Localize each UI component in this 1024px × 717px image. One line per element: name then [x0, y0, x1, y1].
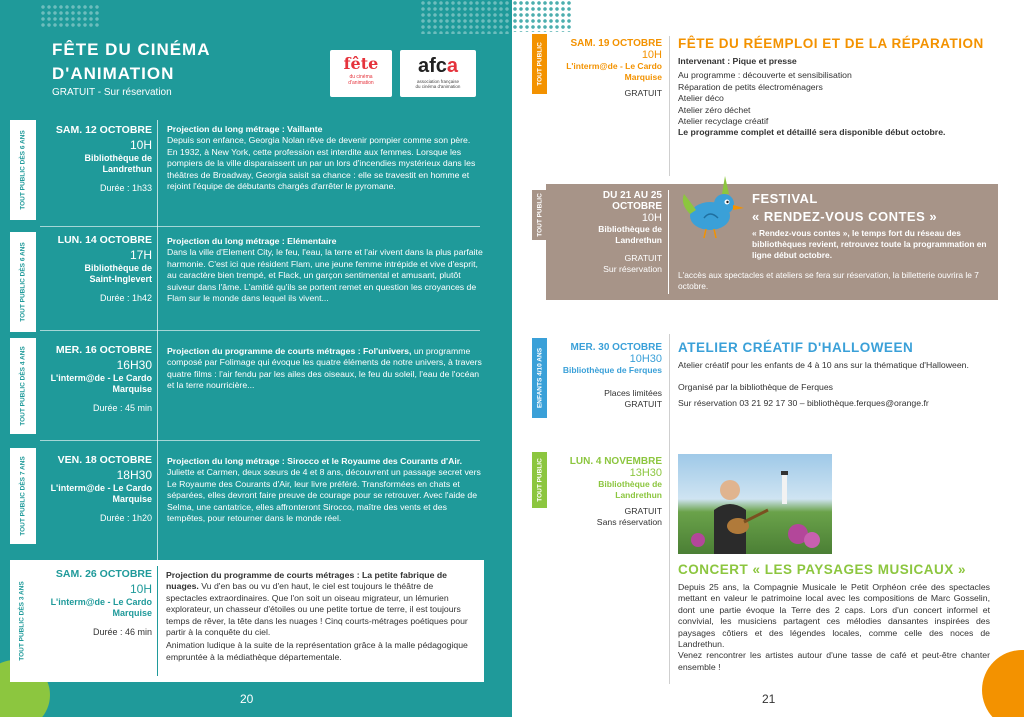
divider: [40, 226, 480, 227]
event-heading: Projection du programme de courts métrages : Fol'univers,: [167, 346, 412, 356]
event-description: « Rendez-vous contes », le temps fort du réseau des bibliothèques revient, retrouvez toute la programmation en ligne début octobre.: [752, 228, 987, 260]
column-divider: [669, 36, 670, 176]
event-text: Dans la ville d'Element City, le feu, l'eau, la terre et l'air vivent dans la plus parfaite harmonie. C'est ici que résident Flam, une jeune femme intrépide et vive d'esprit, au caractère bien trempé, et Flack, un garçon sentimental et amusant, plutôt suiveur dans l'âme. L'amitié qu'ils se portent remet en question les croyances de Flam sur le monde dans lequel ils vivent...: [167, 247, 483, 304]
audience-tag: TOUT PUBLIC DÈS 4 ANS: [10, 338, 36, 434]
festival-card: [546, 184, 998, 300]
event-time: 10H: [129, 138, 152, 152]
event-description: [166, 570, 476, 663]
page-number: 20: [240, 692, 254, 706]
column-divider: [157, 120, 158, 560]
event-when: [40, 454, 152, 523]
event-place: Bibliothèque de Ferques: [562, 365, 662, 375]
event-title: ATELIER CRÉATIF D'HALLOWEEN: [678, 340, 914, 355]
event-date: LUN. 14 OCTOBRE: [57, 234, 152, 246]
fete-cinema-logo: fête du cinéma d'animation: [330, 50, 392, 97]
event-description: [167, 456, 483, 524]
audience-tag: TOUT PUBLIC: [532, 452, 547, 508]
event-time: 10H30: [629, 353, 662, 365]
photo-illustration: [678, 454, 832, 554]
event-date: SAM. 19 OCTOBRE: [570, 38, 662, 49]
event-heading: Projection du long métrage : Elémentaire: [167, 236, 337, 246]
event-place: Bibliothèque de Saint-Inglevert: [84, 263, 152, 284]
event-date: LUN. 4 NOVEMBRE: [569, 456, 662, 467]
event-text: Vu d'en bas ou vu d'en haut, le ciel est toujours le théâtre de spectacles extraordinaires. Que l'on soit un oiseau migrateur, un lémurien explorateur, un chasseur d'étoiles ou une petite tortue de terre, il est toujours temps de rêver, la tête dans les nuages ! Cinq courts-métrages poétiques pour partir à la conquête du ciel.: [166, 581, 468, 638]
audience-tag: TOUT PUBLIC: [532, 34, 547, 94]
event-time: 18H30: [116, 468, 152, 482]
event-description: [167, 124, 483, 192]
event-place: Bibliothèque de Landrethun: [598, 224, 662, 245]
page-number: 21: [762, 692, 776, 706]
decorative-dots: [420, 0, 510, 34]
event-when: [40, 344, 152, 413]
event-time: 16H30: [116, 358, 152, 372]
event-text: un programme composé par Folimage qui évoque les quatre éléments de notre univers, à travers quatre films : l'air fendu par les ailes des oiseaux, le feu du soleil, l'eau de l'océan et la terre nourricière...: [167, 346, 482, 391]
event-time: 10H: [641, 49, 662, 61]
audience-tag: ENFANTS 4/10 ANS: [532, 338, 547, 418]
event-description: [167, 236, 483, 304]
decorative-dots: [40, 4, 100, 28]
event-availability: Places limitées: [604, 387, 662, 398]
event-date: VEN. 18 OCTOBRE: [57, 454, 152, 466]
event-duration: Durée : 45 min: [92, 403, 152, 413]
event-description: Atelier créatif pour les enfants de 4 à 10 ans sur la thématique d'Halloween. Organisé par la bibliothèque de Ferques Sur réservation 03 21 92 17 30 – bibliothèque.ferques@orange.fr: [678, 360, 969, 408]
event-heading: Projection du programme de courts métrages : La petite fabrique de nuages.: [166, 570, 447, 592]
event-text: Juliette et Carmen, deux sœurs de 4 et 8 ans, découvrent un passage secret vers Le Royaume des Courants d'Air, leur livre préféré. Transformées en chats et séparées, elles devront faire preuve de courage pour se retrouver. Avec l'aide de Selma, une cantatrice, elles affronteront Sirocco, maître des vents et des tempêtes, pour retourner dans le monde réel.: [167, 467, 481, 524]
event-title: FESTIVAL « RENDEZ-VOUS CONTES »: [752, 191, 938, 224]
event-title: CONCERT « LES PAYSAGES MUSICAUX »: [678, 562, 967, 577]
event-place: L'interm@de - Le Cardo Marquise: [566, 61, 662, 82]
event-place: L'interm@de - Le Cardo Marquise: [50, 597, 152, 618]
event-when: [40, 234, 152, 303]
event-when: [552, 342, 662, 410]
event-price: GRATUIT: [624, 88, 662, 98]
audience-tag: TOUT PUBLIC DÈS 3 ANS: [10, 560, 34, 682]
right-page: [512, 0, 1024, 717]
audience-tag: TOUT PUBLIC DÈS 7 ANS: [10, 448, 36, 544]
musician-photo: [678, 454, 832, 554]
event-place: Bibliothèque de Landrethun: [84, 153, 152, 174]
bird-illustration-icon: [678, 174, 750, 244]
event-place: Bibliothèque de Landrethun: [598, 479, 662, 500]
event-price: GRATUIT: [624, 253, 662, 263]
event-date: SAM. 26 OCTOBRE: [55, 568, 152, 580]
event-duration: Durée : 46 min: [92, 627, 152, 637]
event-date: MER. 30 OCTOBRE: [570, 342, 662, 353]
event-date: DU 21 AU 25: [602, 190, 662, 201]
page-title: FÊTE DU CINÉMA D'ANIMATION: [52, 40, 210, 83]
afca-logo: afca association française du cinéma d'animation: [400, 50, 476, 97]
event-time: 10H: [641, 212, 662, 224]
event-when: DU 21 AU 25 OCTOBRE 10H Bibliothèque de Landrethun GRATUIT Sur réservation: [556, 190, 662, 275]
event-text: Depuis son enfance, Georgia Nolan rêve de devenir pompier comme son père. En 1932, à New York, cette profession est interdite aux femmes. Lorsque les pompiers de la ville disparaissent un par un lors d'incendies mystérieux dans les théâtres de Broadway, Georgia saisit sa chance : elle se travestit en homme et rejoint l'équipe de débutants chargés d'arrêter le pyromane.: [167, 135, 476, 192]
event-when: [40, 568, 152, 637]
event-date: SAM. 12 OCTOBRE: [55, 124, 152, 136]
event-time: 10H: [129, 582, 152, 596]
audience-tag: TOUT PUBLIC DÈS 6 ANS: [10, 120, 36, 220]
event-time: 17H: [129, 248, 152, 262]
column-divider: [669, 334, 670, 684]
event-heading: Projection du long métrage : Vaillante: [167, 124, 323, 134]
event-text-extra: Animation ludique à la suite de la représentation grâce à la malle pédagogique empruntée à la médiathèque départementale.: [166, 640, 468, 662]
event-title: FÊTE DU RÉEMPLOI ET DE LA RÉPARATION: [678, 36, 984, 51]
event-time: 13H30: [629, 467, 662, 479]
divider: [40, 330, 480, 331]
event-description: Depuis 25 ans, la Compagnie Musicale le Petit Orphéon crée des spectacles mettant en valeur le patrimoine local avec les compositions de Marc Gosselin, dont une partie évoque la Terre des 2 caps. Lors d'un concert informel et convivial, les musiciens partagent ces mélodies dansantes inspirées des paysages côtiers et des légendes locales, comme celle des noces de Landrethun. Venez rencontrer les artistes autour d'une tasse de café et peut-être chanter ensemble !: [678, 582, 990, 672]
event-when: [40, 124, 152, 193]
audience-tag: TOUT PUBLIC DÈS 6 ANS: [10, 232, 36, 332]
decorative-dots: [512, 0, 572, 32]
event-price: GRATUIT: [624, 398, 662, 409]
event-price: GRATUIT: [624, 506, 662, 516]
event-duration: Durée : 1h33: [99, 183, 152, 193]
page-subtitle: GRATUIT - Sur réservation: [52, 87, 172, 98]
event-when: [552, 456, 662, 528]
audience-tag: TOUT PUBLIC: [532, 190, 547, 240]
event-duration: Durée : 1h42: [99, 293, 152, 303]
event-date: MER. 16 OCTOBRE: [55, 344, 152, 356]
event-duration: Durée : 1h20: [99, 513, 152, 523]
event-description: Intervenant : Pique et presse Au programme : découverte et sensibilisation Réparation de petits électroménagers Atelier déco Atelier zéro déchet Atelier recyclage créatif Le programme complet et détaillé sera disponible début octobre.: [678, 56, 996, 139]
event-when: [552, 38, 662, 99]
event-reservation: Sans réservation: [596, 517, 662, 527]
event-place: L'interm@de - Le Cardo Marquise: [50, 373, 152, 394]
event-subhead: Intervenant : Pique et presse: [678, 56, 797, 66]
event-card-highlight: [34, 560, 484, 682]
divider: [40, 440, 480, 441]
event-note: L'accès aux spectacles et ateliers se fera sur réservation, la billetterie ouvrira le 7 octobre.: [678, 270, 979, 291]
event-description: [167, 346, 483, 392]
event-heading: Projection du long métrage : Sirocco et le Royaume des Courants d'Air.: [167, 456, 463, 466]
event-place: L'interm@de - Le Cardo Marquise: [50, 483, 152, 504]
